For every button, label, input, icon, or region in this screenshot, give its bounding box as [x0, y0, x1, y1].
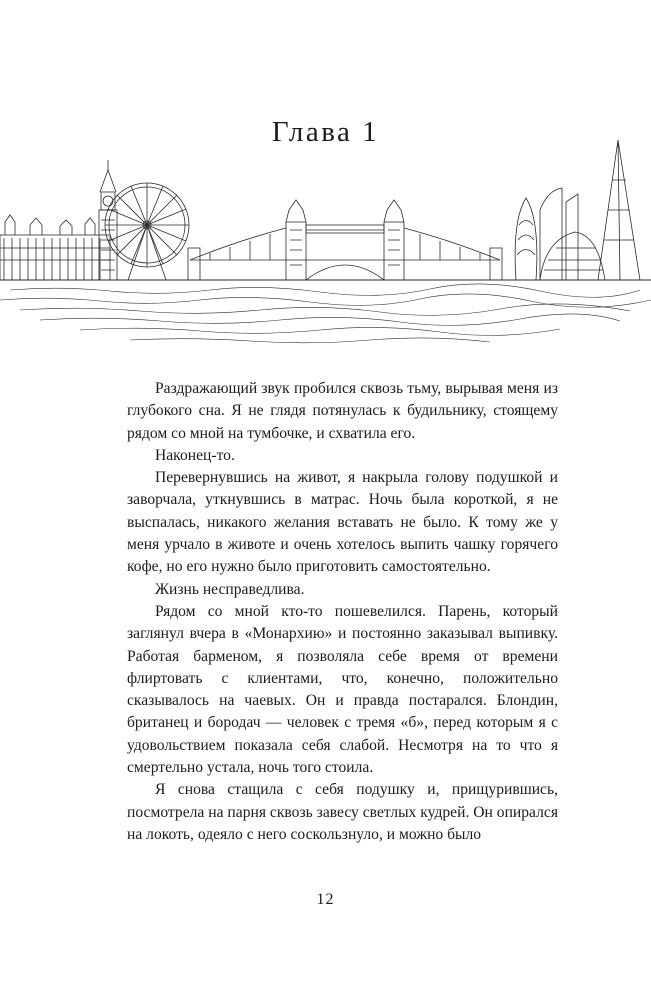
paragraph: Раздражающий звук пробился сквозь тьму, вырывая меня из глубокого сна. Я не глядя потянулась к будильнику, стоящему рядом со мной на тумбочке, и схватила его.: [127, 380, 558, 442]
shard-icon: [598, 140, 640, 280]
paragraph: Рядом со мной кто-то пошевелился. Парень, который заглянул вчера в «Монархию» и постоянно заказывал выпивку. Работая барменом, я позволяла себе время от времени флиртовать с клиентами, что, конечно, положительно сказывалось на чаевых. Он и правда постарался. Блондин, британец и бородач — человек с тремя «б», перед которым я с удовольствием показала себя слабой. Несмотря на то что я смертельно устала, ночь того стоила.: [127, 602, 558, 777]
paragraph: Наконец-то.: [155, 446, 235, 464]
london-skyline-icon: [0, 130, 651, 355]
chapter-body: [127, 378, 558, 846]
gherkin-icon: [515, 198, 537, 280]
river-icon: [0, 280, 651, 343]
chapter-title: Глава 1: [271, 116, 380, 148]
parliament-icon: [0, 215, 110, 280]
london-eye-icon: [105, 183, 189, 280]
paragraph: Перевернувшись на живот, я накрыла голову подушкой и заворчала, уткнувшись в матрас. Ночь была короткой, я не выспалась, никакого желания вставать не было. К тому же у меня урчало в животе и очень хотелось выпить чашку горячего кофе, но его нужно было приготовить самостоятельно.: [127, 469, 558, 576]
big-ben-icon: [99, 160, 117, 280]
city-skyscrapers-icon: [540, 188, 605, 280]
tower-bridge-icon: [188, 200, 502, 280]
paragraph: Жизнь несправедлива.: [155, 580, 305, 598]
page-number: 12: [316, 891, 335, 908]
paragraph: Я снова стащила с себя подушку и, прищурившись, посмотрела на парня сквозь завесу светлых кудрей. Он опирался на локоть, одеяло с него соскользнуло, и можно было: [127, 781, 558, 843]
